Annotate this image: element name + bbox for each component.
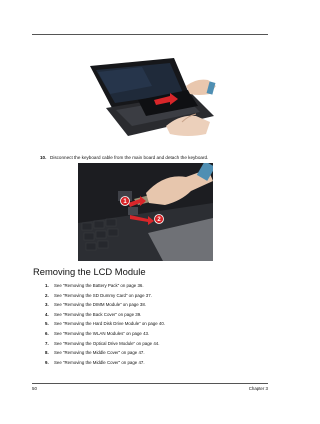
photo-keyboard-removal bbox=[82, 56, 222, 142]
list-item bbox=[45, 329, 165, 339]
step-number: 4. bbox=[45, 311, 49, 317]
list-item bbox=[45, 300, 165, 310]
callout-2: 2 bbox=[157, 217, 161, 223]
step-number: 7. bbox=[45, 340, 49, 346]
removal-steps-list bbox=[45, 281, 165, 367]
step-number: 3. bbox=[45, 302, 49, 308]
step-number: 8. bbox=[45, 350, 49, 356]
chapter-label: Chapter 3 bbox=[248, 386, 268, 391]
list-item bbox=[45, 348, 165, 358]
step-number: 2. bbox=[45, 292, 49, 298]
list-item bbox=[45, 319, 165, 329]
list-item bbox=[45, 310, 165, 320]
step-text: See “Removing the Battery Pack” on page 36. bbox=[54, 283, 144, 288]
step-text: See “Removing the Middle Cover” on page 47. bbox=[54, 350, 145, 356]
section-title: Removing the LCD Module bbox=[33, 266, 146, 277]
list-item bbox=[45, 339, 165, 349]
list-item bbox=[45, 291, 165, 301]
step-text: See “Removing the Back Cover” on page 39. bbox=[54, 311, 142, 317]
list-item bbox=[45, 281, 165, 291]
step-number: 9. bbox=[45, 359, 49, 365]
step-number: 1. bbox=[45, 283, 49, 288]
callout-1: 1 bbox=[123, 199, 127, 205]
footer-rule bbox=[32, 383, 268, 384]
step-10 bbox=[40, 155, 280, 161]
step-text: See “Removing the Middle Cover” on page 47. bbox=[54, 359, 145, 365]
photo-keyboard-cable-image bbox=[78, 163, 213, 261]
page-number: 50 bbox=[32, 386, 37, 391]
step-text: See “Removing the DIMM Module” on page 38. bbox=[54, 302, 147, 308]
step-text: See “Removing the SD Dummy Card” on page 37. bbox=[54, 292, 152, 298]
step-text: See “Removing the Optical Drive Module” on page 44. bbox=[54, 340, 160, 346]
list-item bbox=[45, 358, 165, 368]
header-rule bbox=[32, 34, 268, 35]
photo-keyboard-removal-image bbox=[82, 56, 222, 142]
step-number: 5. bbox=[45, 321, 49, 327]
step-10-text: Disconnect the keyboard cable from the main board and detach the keyboard. bbox=[50, 154, 209, 160]
step-text: See “Removing the Hard Disk Drive Module” on page 40. bbox=[54, 321, 166, 327]
photo-keyboard-cable bbox=[78, 163, 213, 261]
step-text: See “Removing the WLAN Modules” on page 43. bbox=[54, 330, 150, 336]
step-10-number: 10. bbox=[40, 154, 47, 160]
step-number: 6. bbox=[45, 330, 49, 336]
